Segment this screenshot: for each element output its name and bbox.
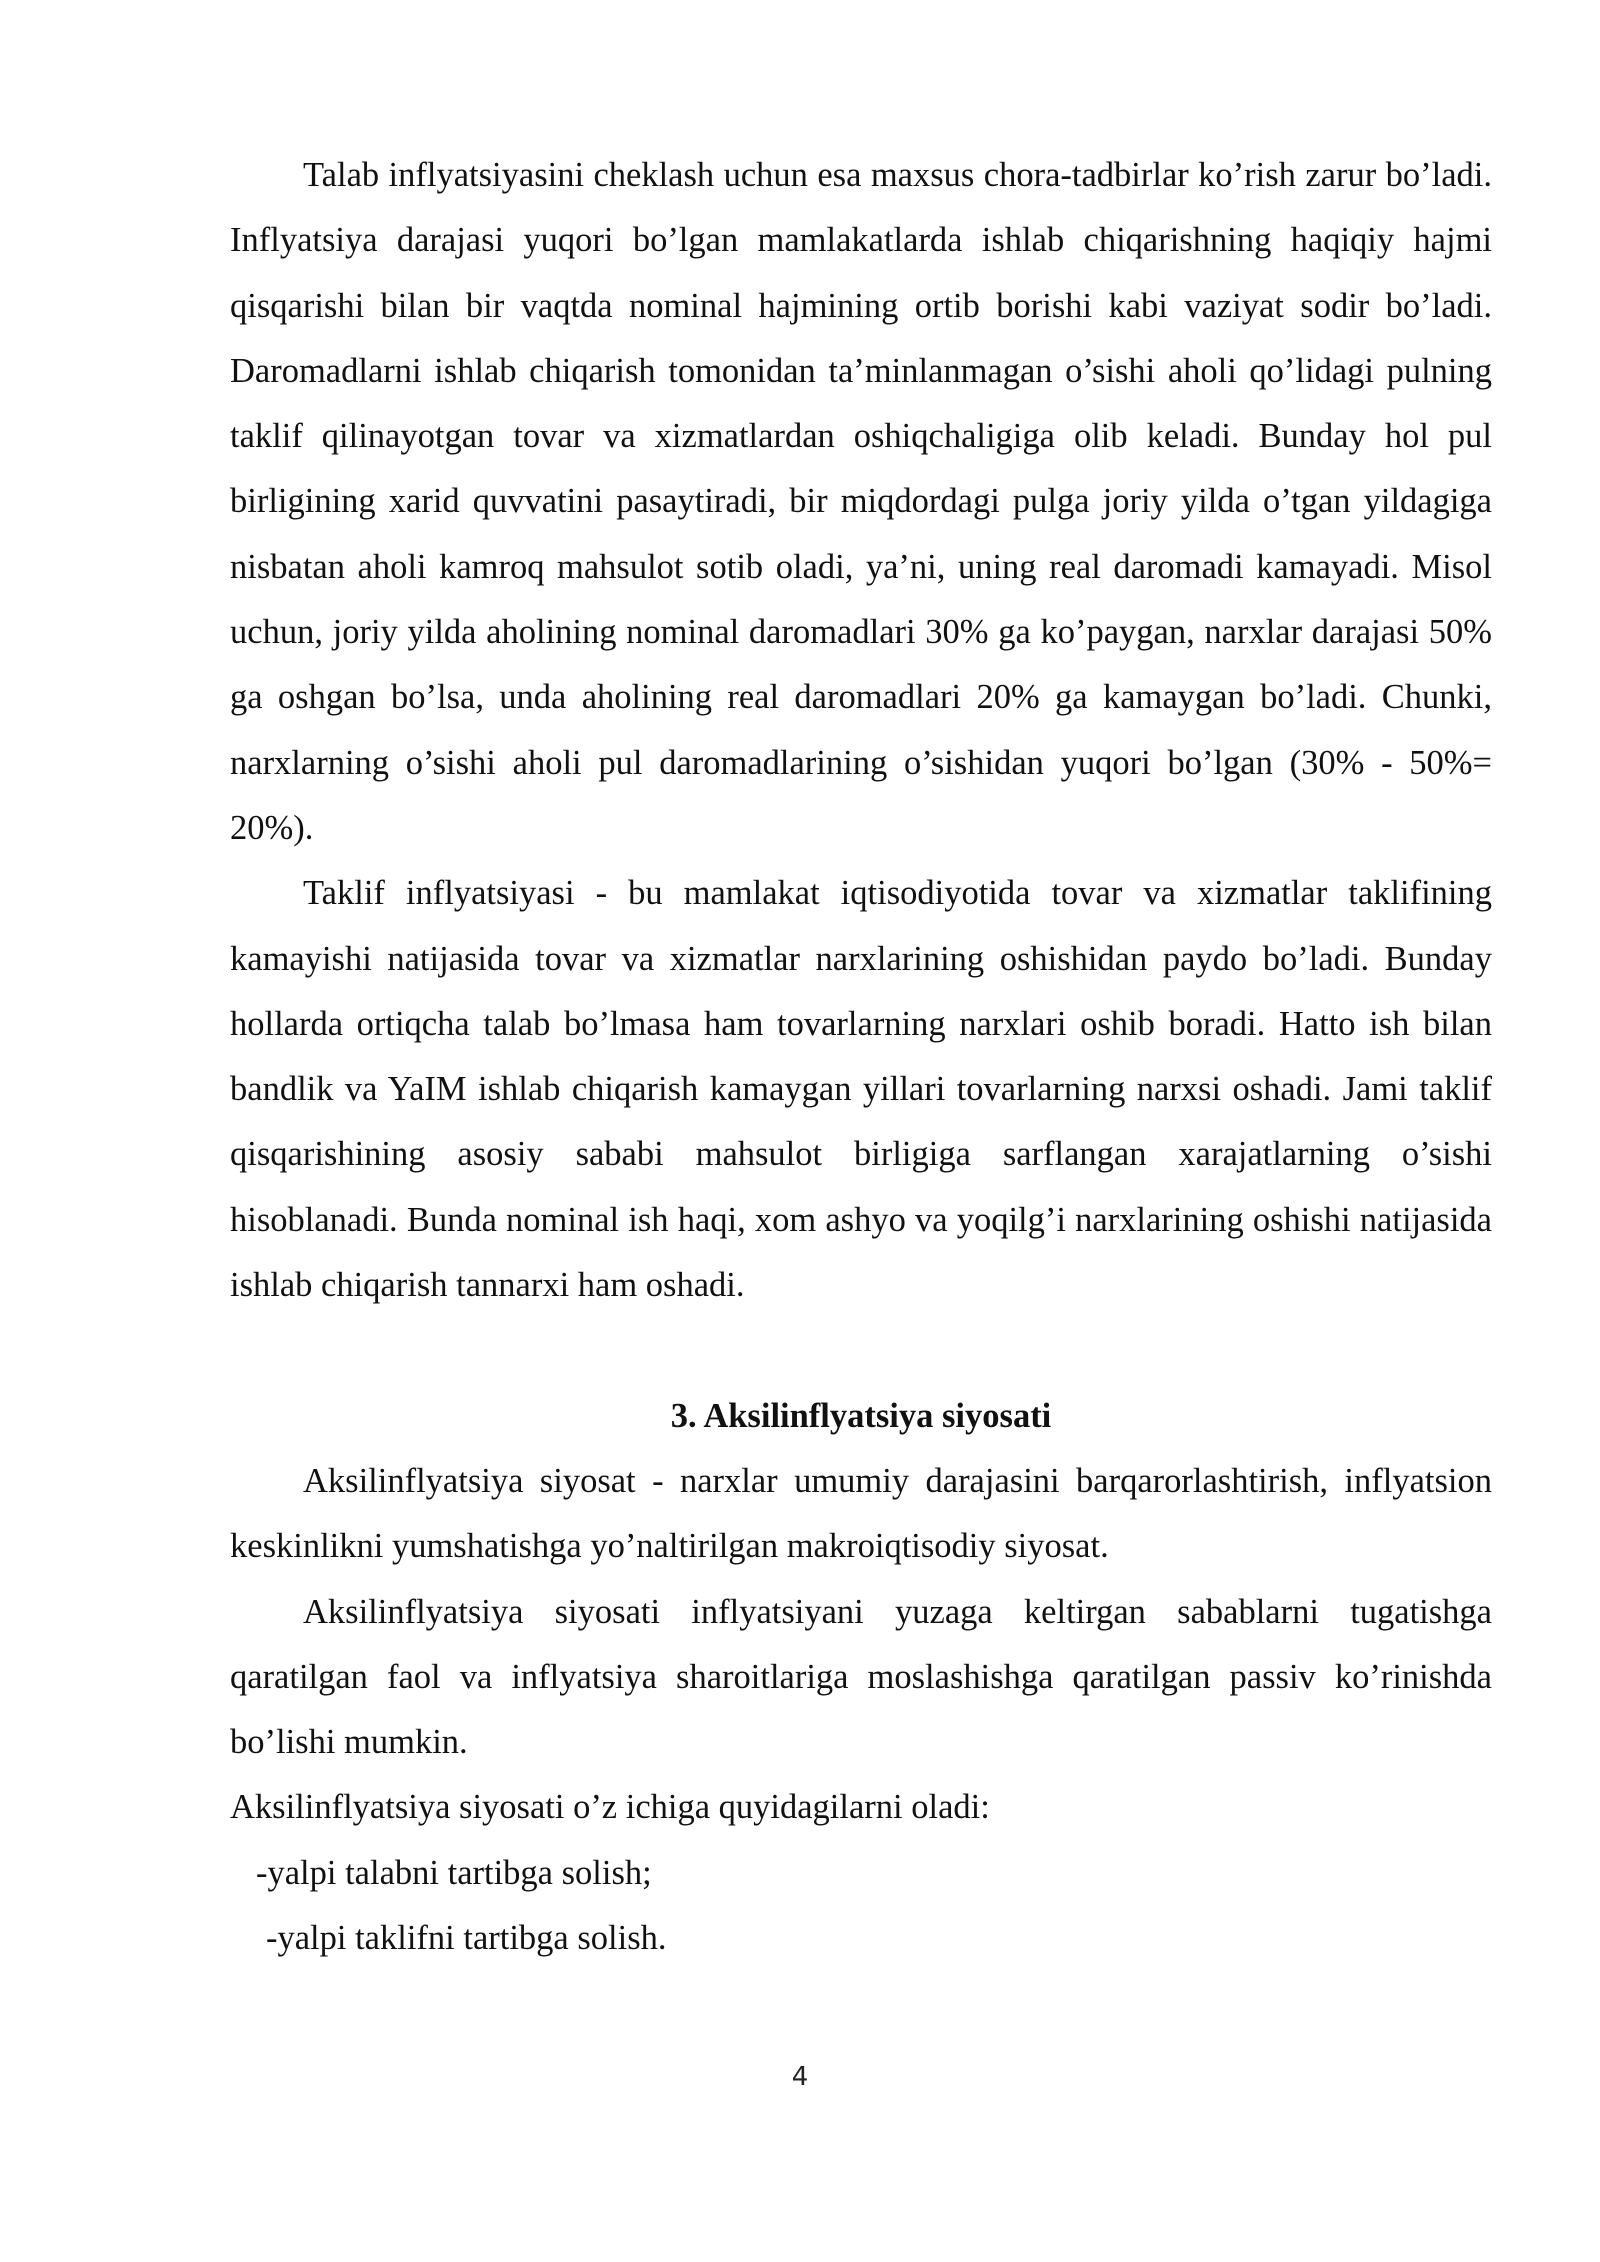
- section-heading: 3. Aksilinflyatsiya siyosati: [670, 1396, 1052, 1435]
- paragraph-supply-inflation: Taklif inflyatsiyasi - bu mamlakat iqtisodiyotida tovar va xizmatlar taklifining kamayishi natijasida tovar va xizmatlar narxlarining oshishidan paydo bo’ladi. Bunday hollarda ortiqcha talab bo’lmasa ham tovarlarning narxlari oshib boradi. Hatto ish bilan bandlik va YaIM ishlab chiqarish kamaygan yillari tovarlarning narxsi oshadi. Jami taklif qisqarishining asosiy sababi mahsulot birligiga sarflangan xarajatlarning o’sishi hisoblanadi. Bunda nominal ish haqi, xom ashyo va yoqilg’i narxlarining oshishi natijasida ishlab chiqarish tannarxi ham oshadi.: [230, 874, 1492, 1305]
- paragraph-policy-forms: Aksilinflyatsiya siyosati inflyatsiyani yuzaga keltirgan sabablarni tugatishga qaratilgan faol va inflyatsiya sharoitlariga moslashishga qaratilgan passiv ko’rinishda bo’lishi mumkin.: [230, 1592, 1492, 1762]
- page-content: [230, 143, 1492, 1971]
- paragraph-definition: Aksilinflyatsiya siyosat - narxlar umumiy darajasini barqarorlashtirish, inflyatsion keskinlikni yumshatishga yo’naltirilgan makroiqtisodiy siyosat.: [230, 1461, 1492, 1566]
- page-number: 4: [791, 2062, 809, 2092]
- list-item: -yalpi talabni tartibga solish;: [256, 1853, 652, 1892]
- blank-line: [230, 1318, 1492, 1383]
- list-item: -yalpi taklifni tartibga solish.: [266, 1919, 667, 1958]
- list-intro: Aksilinflyatsiya siyosati o’z ichiga quyidagilarni oladi:: [230, 1788, 990, 1827]
- paragraph-demand-inflation: Talab inflyatsiyasini cheklash uchun esa maxsus chora-tadbirlar ko’rish zarur bo’ladi. Inflyatsiya darajasi yuqori bo’lgan mamlakatlarda ishlab chiqarishning haqiqiy hajmi qisqarishi bilan bir vaqtda nominal hajmining ortib borishi kabi vaziyat sodir bo’ladi. Daromadlarni ishlab chiqarish tomonidan ta’minlanmagan o’sishi aholi qo’lidagi pulning taklif qilinayotgan tovar va xizmatlardan oshiqchaligiga olib keladi. Bunday hol pul birligining xarid quvvatini pasaytiradi, bir miqdordagi pulga joriy yilda o’tgan yildagiga nisbatan aholi kamroq mahsulot sotib oladi, ya’ni, uning real daromadi kamayadi. Misol uchun, joriy yilda aholining nominal daromadlari 30% ga ko’paygan, narxlar darajasi 50% ga oshgan bo’lsa, unda aholining real daromadlari 20% ga kamaygan bo’ladi. Chunki, narxlarning o’sishi aholi pul daromadlarining o’sishidan yuqori bo’lgan (30% - 50%= 20%).: [230, 156, 1492, 847]
